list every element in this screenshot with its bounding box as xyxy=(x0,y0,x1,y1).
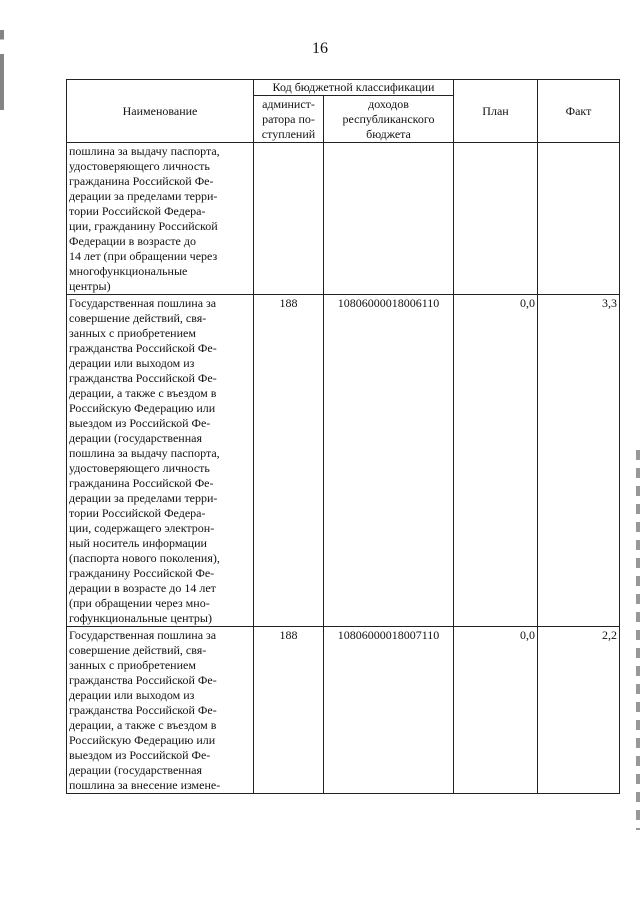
header-admin-line: ступлений xyxy=(261,126,316,141)
table-row xyxy=(67,295,620,627)
name-line: тории Российской Федера- xyxy=(69,204,206,218)
page-number: 16 xyxy=(312,40,328,57)
name-line: пошлина за выдачу паспорта, xyxy=(69,446,220,460)
name-line: дерации (государственная xyxy=(69,763,202,777)
name-line: удостоверяющего личность xyxy=(69,159,210,173)
name-line: Государственная пошлина за xyxy=(69,296,217,310)
name-line: гражданства Российской Фе- xyxy=(69,341,217,355)
table-body xyxy=(67,143,620,794)
name-line: гофункциональные центры) xyxy=(69,611,212,625)
name-line: Российскую Федерацию или xyxy=(69,733,216,747)
name-line: гражданина Российской Фе- xyxy=(69,174,214,188)
scan-edge-mark-right xyxy=(636,450,640,830)
name-line: дерации в возрасте до 14 лет xyxy=(69,581,216,595)
name-line: пошлина за выдачу паспорта, xyxy=(69,144,220,158)
name-line: (при обращении через мно- xyxy=(69,596,210,610)
name-line: гражданина Российской Фе- xyxy=(69,476,214,490)
cell-admin: 188 xyxy=(254,627,324,794)
name-line: дерации, а также с въездом в xyxy=(69,718,217,732)
cell-name xyxy=(67,627,254,794)
name-line: 14 лет (при обращении через xyxy=(69,249,218,263)
cell-code xyxy=(324,143,454,295)
budget-table xyxy=(66,79,620,794)
name-line: тории Российской Федера- xyxy=(69,506,206,520)
name-line: совершение действий, свя- xyxy=(69,311,207,325)
name-line: ный носитель информации xyxy=(69,536,207,550)
name-line: дерации (государственная xyxy=(69,431,202,445)
header-fact: Факт xyxy=(538,80,620,143)
name-line: гражданства Российской Фе- xyxy=(69,703,217,717)
name-line: занных с приобретением xyxy=(69,658,196,672)
name-line: занных с приобретением xyxy=(69,326,196,340)
header-admin-line: админист- xyxy=(262,96,315,111)
name-line: гражданства Российской Фе- xyxy=(69,371,217,385)
name-line: гражданства Российской Фе- xyxy=(69,673,217,687)
name-line: дерации, а также с въездом в xyxy=(69,386,217,400)
cell-name xyxy=(67,295,254,627)
cell-plan: 0,0 xyxy=(454,627,538,794)
header-plan: План xyxy=(454,80,538,143)
cell-admin xyxy=(254,143,324,295)
cell-fact: 3,3 xyxy=(538,295,620,627)
header-income-line: доходов xyxy=(368,96,409,111)
name-line: ции, содержащего электрон- xyxy=(69,521,215,535)
cell-fact: 2,2 xyxy=(538,627,620,794)
name-line: многофункциональные xyxy=(69,264,188,278)
name-line: центры) xyxy=(69,279,111,293)
header-admin xyxy=(254,96,324,143)
cell-name xyxy=(67,143,254,295)
header-admin-line: ратора по- xyxy=(262,111,315,126)
name-line: дерации или выходом из xyxy=(69,688,195,702)
name-line: пошлина за внесение измене- xyxy=(69,778,221,792)
name-line: дерации или выходом из xyxy=(69,356,195,370)
name-line: удостоверяющего личность xyxy=(69,461,210,475)
name-line: гражданину Российской Фе- xyxy=(69,566,215,580)
header-income xyxy=(324,96,454,143)
header-name: Наименование xyxy=(67,80,254,143)
header-income-line: бюджета xyxy=(366,126,411,141)
cell-admin: 188 xyxy=(254,295,324,627)
header-code-group: Код бюджетной классификации xyxy=(254,80,454,96)
name-line: выездом из Российской Фе- xyxy=(69,416,211,430)
cell-fact xyxy=(538,143,620,295)
cell-code: 10806000018007110 xyxy=(324,627,454,794)
name-line: Государственная пошлина за xyxy=(69,628,217,642)
name-line: дерации за пределами терри- xyxy=(69,189,218,203)
name-line: дерации за пределами терри- xyxy=(69,491,218,505)
header-income-line: республиканского xyxy=(342,111,435,126)
name-line: Федерации в возрасте до xyxy=(69,234,196,248)
name-line: выездом из Российской Фе- xyxy=(69,748,211,762)
name-line: Российскую Федерацию или xyxy=(69,401,216,415)
name-line: совершение действий, свя- xyxy=(69,643,207,657)
cell-plan: 0,0 xyxy=(454,295,538,627)
table-row xyxy=(67,143,620,295)
table-row xyxy=(67,627,620,794)
cell-code: 10806000018006110 xyxy=(324,295,454,627)
cell-plan xyxy=(454,143,538,295)
name-line: (паспорта нового поколения), xyxy=(69,551,220,565)
name-line: ции, гражданину Российской xyxy=(69,219,218,233)
